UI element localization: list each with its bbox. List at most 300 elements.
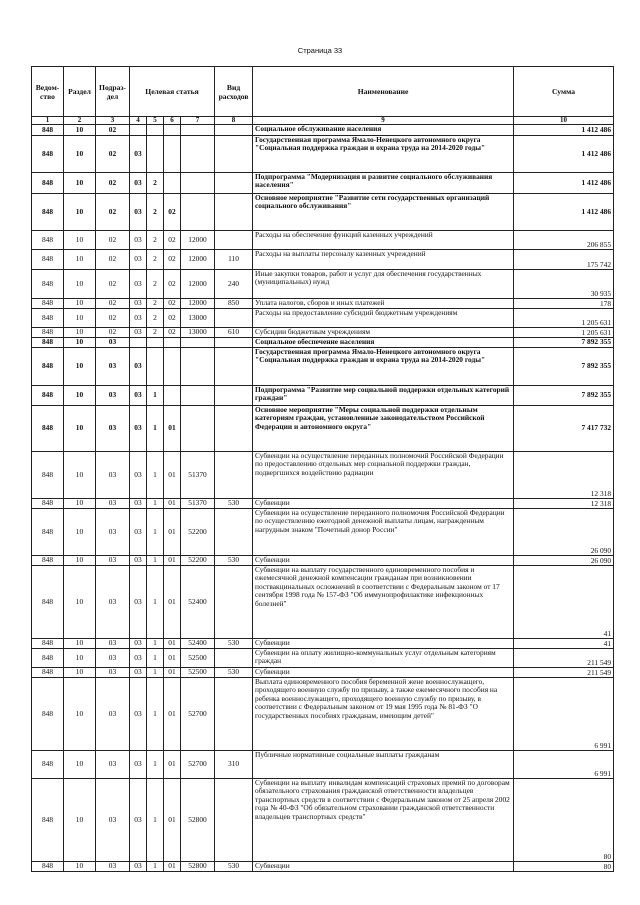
program-cell: 03 [130,348,147,386]
subprogram-cell: 1 [147,639,164,649]
vedomstvo-cell: 848 [32,678,64,751]
podrazdel-cell: 03 [96,348,130,386]
vedomstvo-cell: 848 [32,452,64,499]
vedomstvo-cell: 848 [32,250,64,270]
column-number-row [32,117,614,125]
table-row [32,556,614,566]
direction-cell [181,125,215,136]
summa-cell: 12 318 [514,499,614,509]
subprogram-cell: 1 [147,649,164,668]
subprogram-cell: 1 [147,862,164,872]
subprogram-cell: 2 [147,328,164,338]
razdel-cell: 10 [64,194,96,231]
subprogram-cell: 1 [147,452,164,499]
event-cell: 01 [164,779,181,862]
podrazdel-cell: 03 [96,556,130,566]
vid-rashodov-cell: 530 [215,639,253,649]
program-cell: 03 [130,499,147,509]
program-cell: 03 [130,862,147,872]
direction-cell [181,173,215,194]
direction-cell: 52500 [181,668,215,678]
table-row [32,452,614,499]
naimenovanie-cell: Субвенции на осуществление переданного полномочия Российской Федерации по осуществлению ежегодной денежной выплаты лицам, награжденным нагрудным знаком "Почетный донор России" [253,509,514,556]
razdel-cell: 10 [64,751,96,779]
column-number: 3 [96,117,130,125]
vedomstvo-cell: 848 [32,499,64,509]
naimenovanie-cell: Субвенции [253,556,514,566]
column-number: 1 [32,117,64,125]
podrazdel-cell: 02 [96,231,130,250]
podrazdel-cell: 03 [96,668,130,678]
subprogram-cell [147,136,164,173]
table-row [32,136,614,173]
subprogram-cell: 1 [147,386,164,406]
vedomstvo-cell: 848 [32,328,64,338]
table-row [32,270,614,299]
vedomstvo-cell: 848 [32,338,64,348]
direction-cell [181,406,215,452]
event-cell: 02 [164,309,181,328]
vedomstvo-cell: 848 [32,194,64,231]
table-row [32,194,614,231]
direction-cell: 13000 [181,328,215,338]
podrazdel-cell: 03 [96,338,130,348]
podrazdel-cell: 03 [96,386,130,406]
vid-rashodov-cell [215,338,253,348]
vid-rashodov-cell [215,231,253,250]
razdel-cell: 10 [64,452,96,499]
naimenovanie-cell: Субвенции [253,668,514,678]
program-cell: 03 [130,328,147,338]
summa-cell: 1 412 486 [514,194,614,231]
table-row [32,231,614,250]
razdel-cell: 10 [64,173,96,194]
subprogram-cell: 1 [147,499,164,509]
vedomstvo-cell: 848 [32,751,64,779]
event-cell: 01 [164,509,181,556]
podrazdel-cell: 03 [96,509,130,556]
vedomstvo-cell: 848 [32,649,64,668]
table-row [32,299,614,309]
event-cell [164,136,181,173]
event-cell: 02 [164,270,181,299]
event-cell: 01 [164,639,181,649]
page-number: Страница 33 [297,46,343,55]
vid-rashodov-cell [215,406,253,452]
table-row [32,509,614,556]
direction-cell: 52800 [181,862,215,872]
budget-table [31,66,614,872]
naimenovanie-cell: Государственная программа Ямало-Ненецкого автономного округа "Социальная поддержка граждан и охрана труда на 2014-2020 годы" [253,348,514,386]
naimenovanie-cell: Социальное обеспечение населения [253,338,514,348]
razdel-cell: 10 [64,668,96,678]
subprogram-cell: 2 [147,194,164,231]
event-cell: 01 [164,678,181,751]
naimenovanie-cell: Подпрограмма "Модернизация и развитие социального обслуживания населения" [253,173,514,194]
summa-cell: 6 991 [514,751,614,779]
vedomstvo-cell: 848 [32,566,64,639]
header-naimenovanie: Наименование [253,67,514,117]
direction-cell: 52500 [181,649,215,668]
vedomstvo-cell: 848 [32,270,64,299]
program-cell: 03 [130,649,147,668]
summa-cell: 1 412 486 [514,125,614,136]
program-cell: 03 [130,250,147,270]
razdel-cell: 10 [64,862,96,872]
header-vedomstvo: Ведом-ство [32,67,64,117]
summa-cell: 26 090 [514,509,614,556]
summa-cell: 206 855 [514,231,614,250]
summa-cell: 175 742 [514,250,614,270]
podrazdel-cell: 02 [96,299,130,309]
direction-cell [181,386,215,406]
event-cell: 02 [164,250,181,270]
podrazdel-cell: 03 [96,779,130,862]
naimenovanie-cell: Государственная программа Ямало-Ненецкого автономного округа "Социальная поддержка граждан и охрана труда на 2014-2020 годы" [253,136,514,173]
podrazdel-cell: 02 [96,270,130,299]
program-cell: 03 [130,639,147,649]
summa-cell: 41 [514,566,614,639]
vedomstvo-cell: 848 [32,125,64,136]
table-row [32,499,614,509]
header-razdel: Раздел [64,67,96,117]
event-cell: 01 [164,406,181,452]
razdel-cell: 10 [64,299,96,309]
naimenovanie-cell: Субвенции на осуществление переданных полномочий Российской Федерации по предоставлению отдельных мер социальной поддержки граждан, подвергшихся воздействию радиации [253,452,514,499]
table-row [32,309,614,328]
program-cell: 03 [130,668,147,678]
podrazdel-cell: 03 [96,751,130,779]
vid-rashodov-cell [215,125,253,136]
direction-cell [181,338,215,348]
event-cell: 01 [164,566,181,639]
naimenovanie-cell: Основное мероприятие "Развитие сети государственных организаций социального обслуживания" [253,194,514,231]
direction-cell: 52200 [181,509,215,556]
program-cell: 03 [130,299,147,309]
table-row [32,125,614,136]
naimenovanie-cell: Выплата единовременного пособия беременной жене военнослужащего, проходящего военную службу по призыву, а также ежемесячного пособия на ребенка военнослужащего, проходящего военную службу по призыву, в соответствии с Федеральным законом от 19 мая 1995 года № 81-ФЗ "О государственных пособиях гражданам, имеющим детей" [253,678,514,751]
table-row [32,779,614,862]
vedomstvo-cell: 848 [32,556,64,566]
subprogram-cell: 1 [147,779,164,862]
summa-cell: 41 [514,639,614,649]
vedomstvo-cell: 848 [32,406,64,452]
vid-rashodov-cell [215,452,253,499]
program-cell [130,338,147,348]
razdel-cell: 10 [64,338,96,348]
event-cell: 01 [164,668,181,678]
subprogram-cell [147,125,164,136]
table-row [32,566,614,639]
podrazdel-cell: 03 [96,862,130,872]
column-number: 10 [514,117,614,125]
summa-cell: 1 412 486 [514,136,614,173]
table-row [32,406,614,452]
naimenovanie-cell: Расходы на выплаты персоналу казенных учреждений [253,250,514,270]
vid-rashodov-cell: 240 [215,270,253,299]
summa-cell: 80 [514,862,614,872]
program-cell: 03 [130,270,147,299]
vid-rashodov-cell: 850 [215,299,253,309]
direction-cell: 51370 [181,452,215,499]
summa-cell: 211 549 [514,668,614,678]
naimenovanie-cell: Субвенции на выплату государственного единовременного пособия и ежемесячной денежной компенсации гражданам при возникновении поствакцинальных осложнений в соответствии с Федеральным законом от 17 сентября 1998 года № 157-ФЗ "Об иммунопрофилактике инфекционных болезней" [253,566,514,639]
header-podrazdel: Подраз-дел [96,67,130,117]
podrazdel-cell: 03 [96,406,130,452]
table-row [32,173,614,194]
event-cell [164,338,181,348]
podrazdel-cell: 02 [96,136,130,173]
vedomstvo-cell: 848 [32,173,64,194]
podrazdel-cell: 03 [96,566,130,639]
vedomstvo-cell: 848 [32,862,64,872]
podrazdel-cell: 02 [96,309,130,328]
program-cell: 03 [130,452,147,499]
table-row [32,751,614,779]
vid-rashodov-cell [215,678,253,751]
subprogram-cell: 2 [147,270,164,299]
direction-cell: 52800 [181,779,215,862]
program-cell: 03 [130,386,147,406]
vid-rashodov-cell [215,566,253,639]
direction-cell: 12000 [181,299,215,309]
razdel-cell: 10 [64,649,96,668]
direction-cell [181,348,215,386]
summa-cell: 1 205 631 [514,328,614,338]
program-cell: 03 [130,194,147,231]
razdel-cell: 10 [64,348,96,386]
podrazdel-cell: 03 [96,649,130,668]
subprogram-cell: 1 [147,566,164,639]
naimenovanie-cell: Субвенции [253,639,514,649]
naimenovanie-cell: Уплата налогов, сборов и иных платежей [253,299,514,309]
naimenovanie-cell: Социальное обслуживание населения [253,125,514,136]
summa-cell: 80 [514,779,614,862]
razdel-cell: 10 [64,566,96,639]
table-row [32,338,614,348]
razdel-cell: 10 [64,386,96,406]
subprogram-cell: 1 [147,406,164,452]
razdel-cell: 10 [64,406,96,452]
program-cell: 03 [130,509,147,556]
event-cell: 02 [164,299,181,309]
vedomstvo-cell: 848 [32,386,64,406]
table-header-row [32,67,614,117]
summa-cell: 7 892 355 [514,338,614,348]
razdel-cell: 10 [64,309,96,328]
vedomstvo-cell: 848 [32,639,64,649]
razdel-cell: 10 [64,270,96,299]
event-cell: 01 [164,751,181,779]
vid-rashodov-cell [215,194,253,231]
event-cell: 02 [164,328,181,338]
direction-cell: 51370 [181,499,215,509]
vid-rashodov-cell: 530 [215,556,253,566]
vedomstvo-cell: 848 [32,299,64,309]
direction-cell [181,136,215,173]
event-cell: 02 [164,194,181,231]
program-cell: 03 [130,136,147,173]
subprogram-cell: 1 [147,751,164,779]
razdel-cell: 10 [64,125,96,136]
event-cell: 02 [164,231,181,250]
vedomstvo-cell: 848 [32,231,64,250]
razdel-cell: 10 [64,509,96,556]
direction-cell: 52400 [181,639,215,649]
column-number: 8 [215,117,253,125]
vid-rashodov-cell: 110 [215,250,253,270]
podrazdel-cell: 03 [96,452,130,499]
podrazdel-cell: 02 [96,250,130,270]
subprogram-cell: 1 [147,509,164,556]
podrazdel-cell: 03 [96,499,130,509]
naimenovanie-cell: Иные закупки товаров, работ и услуг для обеспечения государственных (муниципальных) нужд [253,270,514,299]
vid-rashodov-cell [215,649,253,668]
event-cell [164,173,181,194]
vedomstvo-cell: 848 [32,509,64,556]
direction-cell: 52200 [181,556,215,566]
vid-rashodov-cell [215,173,253,194]
table-row [32,639,614,649]
vedomstvo-cell: 848 [32,136,64,173]
column-number: 9 [253,117,514,125]
razdel-cell: 10 [64,231,96,250]
summa-cell: 30 935 [514,270,614,299]
razdel-cell: 10 [64,328,96,338]
subprogram-cell: 1 [147,668,164,678]
column-number: 2 [64,117,96,125]
column-number: 4 [130,117,147,125]
podrazdel-cell: 02 [96,173,130,194]
naimenovanie-cell: Публичные нормативные социальные выплаты гражданам [253,751,514,779]
direction-cell: 52400 [181,566,215,639]
vedomstvo-cell: 848 [32,348,64,386]
summa-cell: 26 090 [514,556,614,566]
vid-rashodov-cell [215,348,253,386]
podrazdel-cell: 02 [96,194,130,231]
podrazdel-cell: 03 [96,678,130,751]
subprogram-cell: 2 [147,299,164,309]
table-row [32,862,614,872]
subprogram-cell: 2 [147,250,164,270]
program-cell: 03 [130,556,147,566]
vid-rashodov-cell: 530 [215,668,253,678]
program-cell [130,125,147,136]
event-cell: 01 [164,499,181,509]
podrazdel-cell: 02 [96,125,130,136]
razdel-cell: 10 [64,556,96,566]
direction-cell: 52700 [181,751,215,779]
summa-cell: 211 549 [514,649,614,668]
table-row [32,678,614,751]
program-cell: 03 [130,566,147,639]
column-number: 6 [164,117,181,125]
vid-rashodov-cell [215,779,253,862]
vedomstvo-cell: 848 [32,668,64,678]
subprogram-cell: 2 [147,173,164,194]
table-row [32,348,614,386]
summa-cell: 6 991 [514,678,614,751]
razdel-cell: 10 [64,136,96,173]
event-cell [164,125,181,136]
header-summa: Сумма [514,67,614,117]
naimenovanie-cell: Субвенции [253,862,514,872]
program-cell: 03 [130,406,147,452]
vid-rashodov-cell: 530 [215,499,253,509]
event-cell [164,348,181,386]
table-row [32,668,614,678]
table-row [32,328,614,338]
subprogram-cell [147,348,164,386]
table-row [32,250,614,270]
vid-rashodov-cell: 610 [215,328,253,338]
column-number: 5 [147,117,164,125]
vid-rashodov-cell [215,386,253,406]
event-cell: 01 [164,556,181,566]
naimenovanie-cell: Субвенции на выплату инвалидам компенсаций страховых премий по договорам обязательного страхования гражданской ответственности владельцев транспортных средств в соответствии с Федеральным законом от 25 апреля 2002 года № 40-ФЗ "Об обязательном страховании гражданской ответственности владельцев транспортных средств" [253,779,514,862]
subprogram-cell: 1 [147,556,164,566]
event-cell: 01 [164,452,181,499]
column-number: 7 [181,117,215,125]
header-celevaya-statya: Целевая статья [130,67,215,117]
subprogram-cell: 1 [147,678,164,751]
header-vid-rashodov: Вид расходов [215,67,253,117]
program-cell: 03 [130,678,147,751]
event-cell [164,386,181,406]
razdel-cell: 10 [64,499,96,509]
program-cell: 03 [130,779,147,862]
naimenovanie-cell: Субвенции на оплату жилищно-коммунальных услуг отдельным категориям граждан [253,649,514,668]
subprogram-cell: 2 [147,231,164,250]
program-cell: 03 [130,173,147,194]
vid-rashodov-cell [215,136,253,173]
table-row [32,386,614,406]
vid-rashodov-cell [215,309,253,328]
summa-cell: 1 412 486 [514,173,614,194]
podrazdel-cell: 03 [96,639,130,649]
naimenovanie-cell: Расходы на предоставление субсидий бюджетным учреждениям [253,309,514,328]
razdel-cell: 10 [64,250,96,270]
summa-cell: 7 892 355 [514,348,614,386]
direction-cell: 12000 [181,250,215,270]
direction-cell: 13000 [181,309,215,328]
event-cell: 01 [164,862,181,872]
program-cell: 03 [130,231,147,250]
summa-cell: 7 417 732 [514,406,614,452]
naimenovanie-cell: Подпрограмма "Развитие мер социальной поддержки отдельных категорий граждан" [253,386,514,406]
vedomstvo-cell: 848 [32,309,64,328]
razdel-cell: 10 [64,779,96,862]
event-cell: 01 [164,649,181,668]
razdel-cell: 10 [64,678,96,751]
razdel-cell: 10 [64,639,96,649]
vid-rashodov-cell [215,509,253,556]
direction-cell: 52700 [181,678,215,751]
podrazdel-cell: 02 [96,328,130,338]
summa-cell: 1 205 631 [514,309,614,328]
naimenovanie-cell: Субвенции [253,499,514,509]
naimenovanie-cell: Основное мероприятие "Меры социальной поддержки отдельным категориям граждан, установленные законодательством Российской Федерации и автономного округа" [253,406,514,452]
direction-cell: 12000 [181,270,215,299]
direction-cell: 12000 [181,231,215,250]
summa-cell: 178 [514,299,614,309]
naimenovanie-cell: Субсидии бюджетным учреждениям [253,328,514,338]
summa-cell: 12 318 [514,452,614,499]
table-row [32,649,614,668]
program-cell: 03 [130,751,147,779]
program-cell: 03 [130,309,147,328]
subprogram-cell [147,338,164,348]
